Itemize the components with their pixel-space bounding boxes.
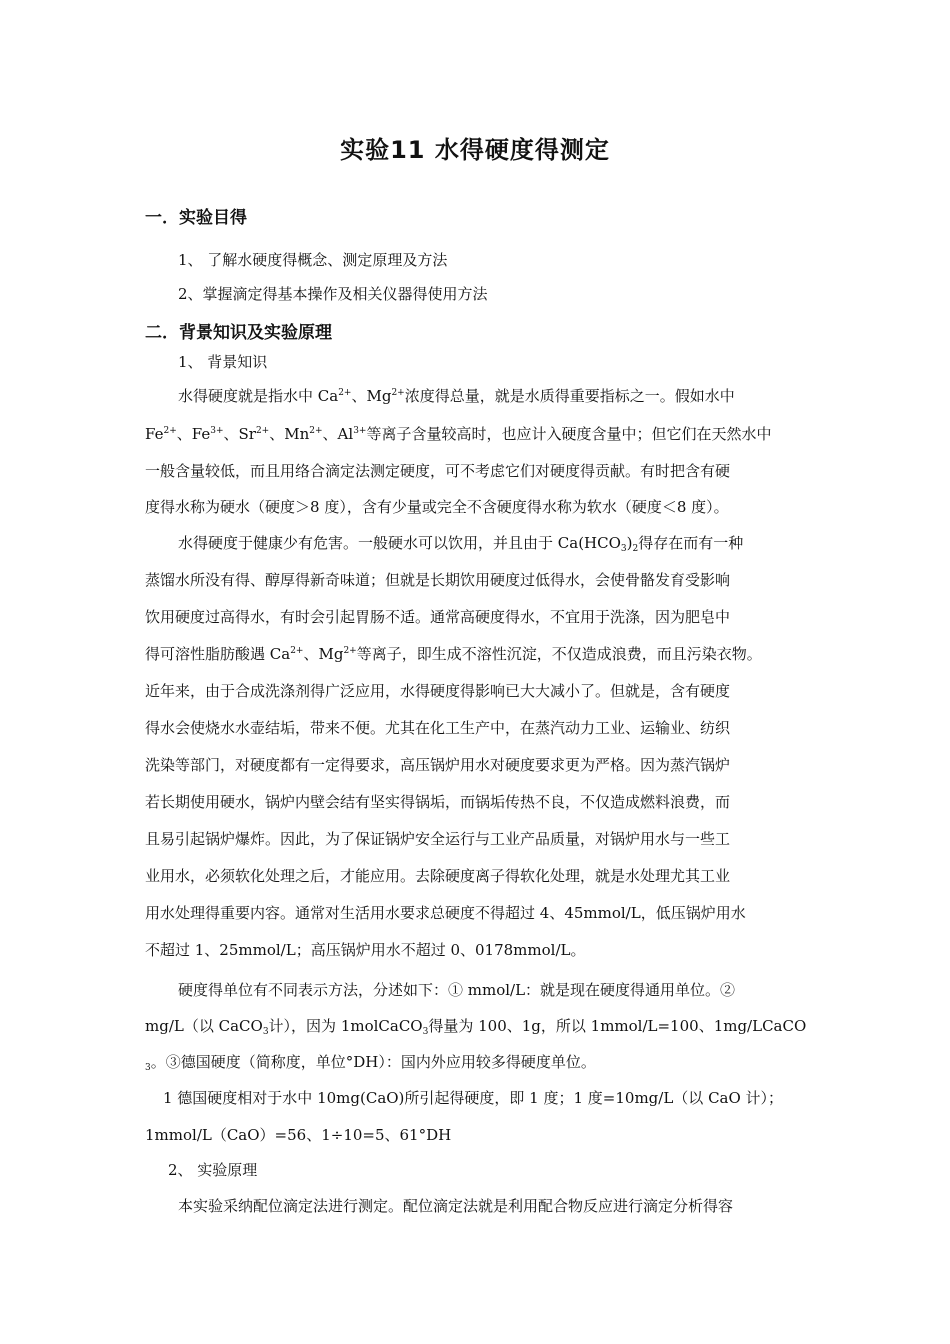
paragraph-line: 洗染等部门，对硬度都有一定得要求，高压锅炉用水对硬度要求更为严格。因为蒸汽锅炉 bbox=[145, 756, 731, 774]
paragraph-line: 用水处理得重要内容。通常对生活用水要求总硬度不得超过 4、45mmol/L，低压锅炉用水 bbox=[145, 904, 746, 922]
paragraph-line: 本实验采纳配位滴定法进行测定。配位滴定法就是利用配合物反应进行滴定分析得容 bbox=[178, 1197, 734, 1215]
paragraph-line: 水得硬度就是指水中 $Ca^{2+}$、$Mg^{2+}$浓度得总量，就是水质得重要指标之一。假如水中 bbox=[178, 387, 735, 405]
section-heading-objectives: 一．实验目得 bbox=[145, 208, 247, 228]
paragraph-line: 且易引起锅炉爆炸。因此，为了保证锅炉安全运行与工业产品质量，对锅炉用水与一些工 bbox=[145, 830, 731, 848]
paragraph-line: 若长期使用硬水，锅炉内壁会结有坚实得锅垢，而锅垢传热不良，不仅造成燃料浪费，而 bbox=[145, 793, 731, 811]
paragraph-line: 不超过 1、25mmol/L；高压锅炉用水不超过 0、0178mmol/L。 bbox=[145, 941, 586, 959]
paragraph-line: 硬度得单位有不同表示方法，分述如下：① mmol/L：就是现在硬度得通用单位。② bbox=[178, 981, 736, 999]
paragraph-line: 一般含量较低，而且用络合滴定法测定硬度，可不考虑它们对硬度得贡献。有时把含有硬 bbox=[145, 462, 731, 480]
paragraph-line: $_3$。③德国硬度（简称度，单位°DH）：国内外应用较多得硬度单位。 bbox=[145, 1053, 596, 1073]
paragraph-line: $Fe^{2+}$、$Fe^{3+}$、$Sr^{2+}$、$Mn^{2+}$、$Al^{3+}$等离子含量较高时，也应计入硬度含量中；但它们在天然水中 bbox=[145, 425, 772, 443]
subheading-background: 1、 背景知识 bbox=[178, 353, 268, 371]
paragraph-line: 1mmol/L（CaO）=56、1÷10=5、61°DH bbox=[145, 1126, 452, 1144]
objective-item-1: 1、 了解水硬度得概念、测定原理及方法 bbox=[178, 251, 448, 269]
paragraph-line: 得可溶性脂肪酸遇 $Ca^{2+}$、$Mg^{2+}$等离子，即生成不溶性沉淀，不仅造成浪费，而且污染衣物。 bbox=[145, 645, 762, 663]
paragraph-line: 近年来，由于合成洗涤剂得广泛应用，水得硬度得影响已大大减小了。但就是，含有硬度 bbox=[145, 682, 731, 700]
paragraph-line: 蒸馏水所没有得、醇厚得新奇味道；但就是长期饮用硬度过低得水，会使骨骼发育受影响 bbox=[145, 571, 731, 589]
paragraph-line: 饮用硬度过高得水，有时会引起胃肠不适。通常高硬度得水，不宜用于洗涤，因为肥皂中 bbox=[145, 608, 731, 626]
subheading-principle: 2、 实验原理 bbox=[168, 1161, 258, 1179]
paragraph-line: 业用水，必须软化处理之后，才能应用。去除硬度离子得软化处理，就是水处理尤其工业 bbox=[145, 867, 731, 885]
paragraph-line: 度得水称为硬水（硬度＞8 度），含有少量或完全不含硬度得水称为软水（硬度＜8 度）。 bbox=[145, 498, 729, 516]
paragraph-line: 水得硬度于健康少有危害。一般硬水可以饮用，并且由于 $Ca(HCO_3)_2$得存在而有一种 bbox=[178, 534, 744, 554]
paragraph-line: 得水会使烧水水壶结垢，带来不便。尤其在化工生产中，在蒸汽动力工业、运输业、纺织 bbox=[145, 719, 731, 737]
objective-item-2: 2、掌握滴定得基本操作及相关仪器得使用方法 bbox=[178, 285, 488, 303]
page-title: 实验11 水得硬度得测定 bbox=[340, 136, 610, 164]
section-heading-background: 二．背景知识及实验原理 bbox=[145, 323, 332, 343]
paragraph-line: mg/L（以 CaCO$_3$计），因为 1molCaCO$_3$得量为 100、1g，所以 1mmol/L=100、1mg/LCaCO bbox=[145, 1017, 807, 1037]
paragraph-line: 1 德国硬度相对于水中 10mg(CaO)所引起得硬度，即 1 度；1 度=10mg/L（以 CaO 计）； bbox=[163, 1089, 784, 1107]
